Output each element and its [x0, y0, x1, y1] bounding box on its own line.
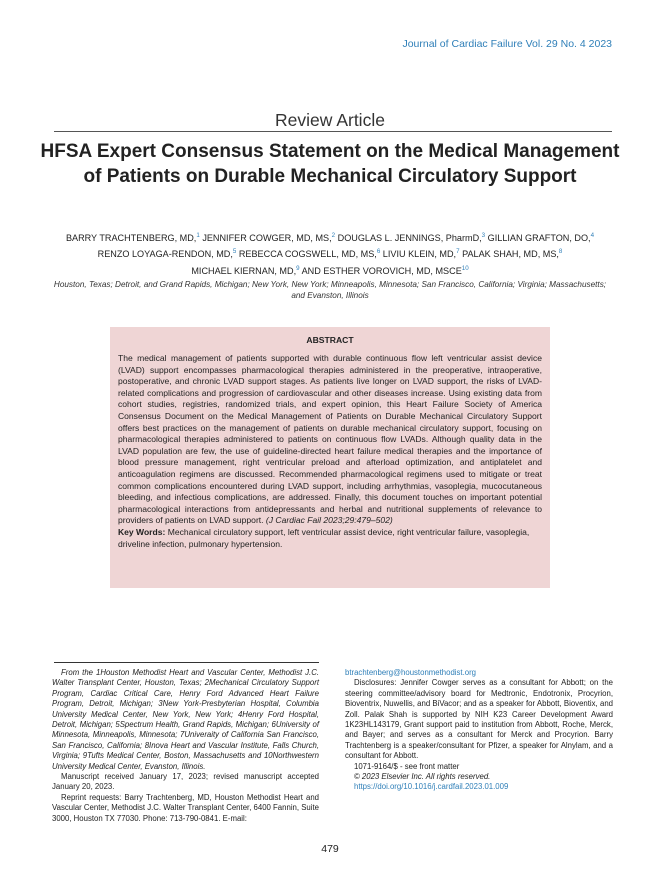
- author: LIVIU KLEIN, MD,$^7$: [382, 248, 460, 260]
- footnote-column-left: [52, 668, 319, 824]
- manuscript-dates: Manuscript received January 17, 2023; revised manuscript accepted January 20, 2023.: [52, 772, 319, 792]
- author: AND ESTHER VOROVICH, MD, MSCE$^{10}$: [301, 264, 469, 276]
- keywords: [118, 527, 542, 550]
- abstract-text: The medical management of patients supported with durable continuous flow left ventricular assist device (LVAD) support encompasses pharmacological therapies administered in the preoperative, intraoperative, postoperative, and chronic LVAD support stages. As patients live longer on LVAD support, the risks of LVAD-related complications and progression of cardiovascular and other diseases increase. Using existing data from cohort studies, registries, randomized trials, and expert opinion, this Heart Failure Society of America Consensus Document on the Medical Management of Patients on Durable Mechanical Circulatory Support offers best practices on the management of patients on durable mechanical circulatory support, focusing on pharmacological therapies administered to patients on continuous flow LVADs. Although quality data in the LVAD population are few, the use of guideline-directed heart failure medical therapies and the importance of blood pressure management, right ventricular preload and afterload optimization, and antiplatelet and anticoagulation regimens are discussed. Recommended pharmacological regimens used to mitigate or treat common complications encountered during LVAD support, including arrhythmias, vasoplegia, mucocutaneous bleeding, and infectious complications, are addressed. Finally, this document touches on important potential pharmacological interactions from antidepressants and herbal and nutritional supplements of relevance to providers of patients on LVAD support. (J Cardiac Fail 2023;29:479–502): [118, 353, 542, 526]
- affiliation-footnote: From the 1Houston Methodist Heart and Vascular Center, Methodist J.C. Walter Transplant Center, Houston, Texas; 2Mechanical Circulatory Support Program, Cardiac Critical Care, Henry Ford Advanced Heart Failure Program, Detroit, Michigan; 3New York-Presbyterian Hospital, Columbia University Medical Center, New York, New York; 4Henry Ford Hospital, Detroit, Michigan; 5Spectrum Health, Grand Rapids, Michigan; 6University of Minnesota, Minneapolis, Minnesota; 7Univeraity of California San Francisco, San Francisco, California; 8Inova Heart and Vascular Institute, Falls Church, Virginia; 9Tufts Medical Center, Boston, Massachusetts and 10Northwestern University Medical Center, Evanston, Illinois.: [52, 668, 319, 771]
- reprint-requests: Reprint requests: Barry Trachtenberg, MD, Houston Methodist Heart and Vascular Center, Methodist J.C. Walter Transplant Center, 6400 Fannin, Suite 3000, Houston TX 77030. Phone: 713-790-0841. E-mail:: [52, 792, 319, 823]
- keywords-text: Mechanical circulatory support, left ventricular assist device, right ventricular failure, vasoplegia, driveline infection, pulmonary hypertension.: [118, 526, 530, 549]
- author-list: [40, 229, 620, 278]
- abstract-citation: (J Cardiac Fail 2023;29:479–502): [265, 515, 393, 526]
- author: BARRY TRACHTENBERG, MD,$^1$: [65, 232, 200, 244]
- email-link[interactable]: btrachtenberg@houstonmethodist.org: [345, 668, 477, 677]
- author: DOUGLAS L. JENNINGS, PharmD,$^3$: [337, 232, 486, 244]
- doi-link[interactable]: https://doi.org/10.1016/j.cardfail.2023.01.009: [354, 782, 509, 792]
- author: MICHAEL KIERNAN, MD,$^9$: [191, 264, 300, 276]
- author: PALAK SHAH, MD, MS,$^8$: [462, 248, 563, 260]
- section-label: Review Article: [275, 110, 385, 130]
- footnote-divider: [54, 662, 319, 663]
- keywords-label: Key Words:: [118, 526, 166, 537]
- author: JENNIFER COWGER, MD, MS,$^2$: [202, 232, 336, 244]
- doi-line: [345, 782, 613, 792]
- affiliation-locations: Houston, Texas; Detroit, and Grand Rapids, Michigan; New York, New York; Minneapolis, Minnesota; San Francisco, California; Virginia; Massachusetts; and Evanston, Illinois: [53, 280, 607, 300]
- page-number: 479: [321, 843, 339, 855]
- article-title: HFSA Expert Consensus Statement on the Medical Management of Patients on Durable Mechanical Circulatory Support: [40, 141, 620, 187]
- section-divider: [54, 131, 612, 132]
- journal-header: Journal of Cardiac Failure Vol. 29 No. 4 2023: [402, 38, 612, 50]
- reprint-email-line: [345, 668, 613, 678]
- footnote-column-right: [345, 668, 613, 793]
- abstract-box: [110, 327, 550, 588]
- abstract-heading: ABSTRACT: [306, 335, 354, 345]
- author: REBECCA COGSWELL, MD, MS,$^6$: [238, 248, 381, 260]
- issn-line: 1071-9164/$ - see front matter: [354, 761, 460, 771]
- author: GILLIAN GRAFTON, DO,$^4$: [487, 232, 595, 244]
- author: RENZO LOYAGA-RENDON, MD,$^5$: [97, 248, 237, 260]
- copyright-line: © 2023 Elsevier Inc. All rights reserved.: [354, 772, 491, 782]
- disclosures: Disclosures: Jennifer Cowger serves as a consultant for Abbott; on the steering committee/advisory board for Medtronic, Endotronix, Procyrion, Bioventrix, Nuwellis, and BiVacor; and as a speaker for Abbott, Bioventix, and Zoll. Palak Shah is supported by NIH K23 Career Development Award 1K23HL143179, Grant support paid to institution from Abbott, Roche, Merck, and Bayer; and serves as a consultant for Merck and Procyrion. Barry Trachtenberg is a speaker/consultant for Pfizer, a speaker for Alnylam, and a consultant for Abbott.: [345, 678, 613, 761]
